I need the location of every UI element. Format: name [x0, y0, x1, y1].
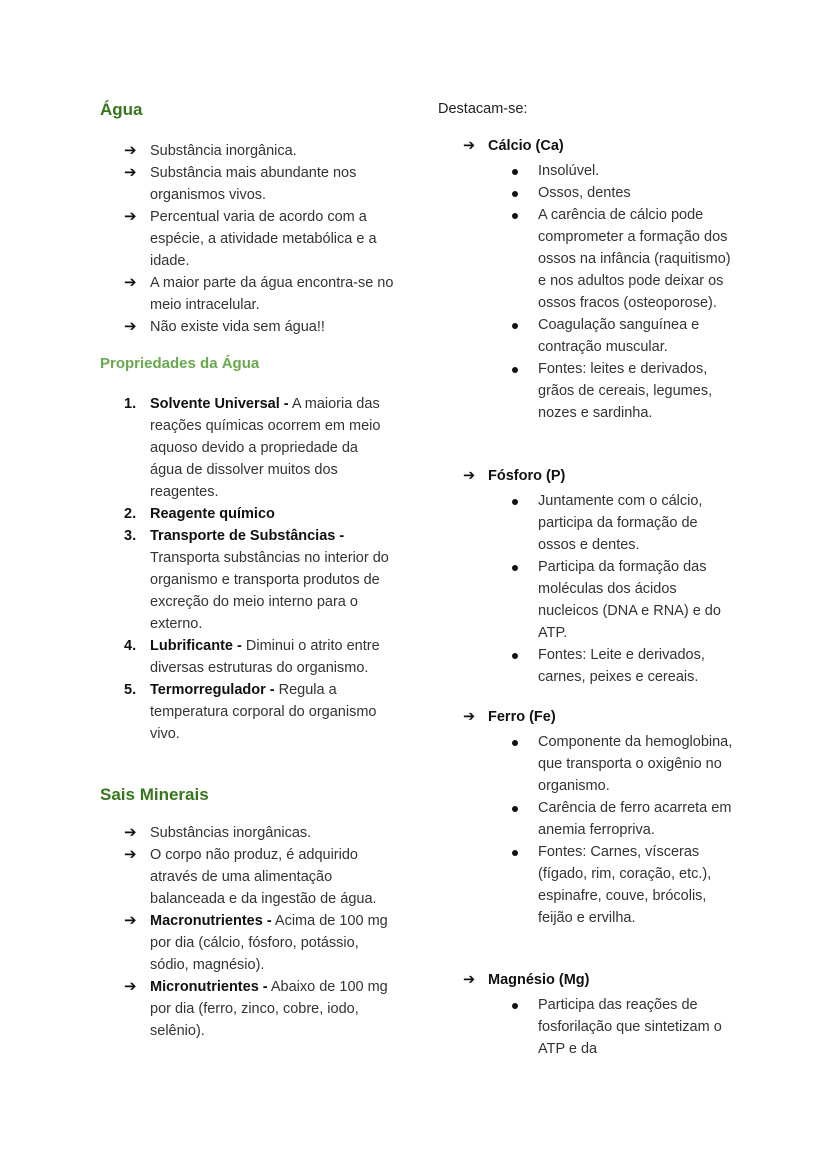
sais-list — [100, 822, 390, 1042]
intro-text: Destacam-se: — [438, 101, 528, 117]
arrow-icon: ➔ — [463, 138, 476, 154]
list-item: ➔ Substâncias inorgânicas. — [100, 822, 390, 844]
list-item: Juntamente com o cálcio, participa da formação de ossos e dentes. — [438, 490, 733, 556]
list-item: Fontes: Carnes, vísceras (fígado, rim, coração, etc.), espinafre, couve, brócolis, feijão e ervilha. — [438, 841, 733, 929]
list-item: 2. Reagente químico — [124, 506, 275, 522]
list-item: Insolúvel. — [438, 160, 733, 182]
arrow-icon: ➔ — [124, 912, 137, 929]
arrow-icon: ➔ — [463, 468, 476, 484]
propriedades-list — [100, 393, 390, 745]
list-item: 5. Termorregulador - Regula a temperatura corporal do organismo vivo. — [124, 682, 377, 742]
list-item: Participa das reações de fosforilação que sintetizam o ATP e da — [438, 994, 733, 1060]
list-item: Componente da hemoglobina, que transporta o oxigênio no organismo. — [438, 731, 733, 797]
mineral-heading-fosforo: ➔ Fósforo (P) — [463, 468, 566, 484]
bullet-icon — [512, 191, 518, 197]
arrow-icon: ➔ — [124, 824, 137, 841]
list-item: 1. Solvente Universal - A maioria das reações químicas ocorrem em meio aquoso devido a propriedade da água de dissolver muitos dos reagentes. — [124, 396, 381, 500]
mineral-heading-magnesio: ➔ Magnésio (Mg) — [463, 972, 590, 988]
list-item: A carência de cálcio pode comprometer a formação dos ossos na infância (raquitismo) e nos adultos pode deixar os ossos fracos (osteoporose). — [438, 204, 733, 314]
list-item: Fontes: leites e derivados, grãos de cereais, legumes, nozes e sardinha. — [438, 358, 733, 424]
bullet-icon — [512, 565, 518, 571]
bullet-icon — [512, 850, 518, 856]
arrow-icon: ➔ — [124, 978, 137, 995]
heading-agua: Água — [100, 100, 143, 119]
list-item: Carência de ferro acarreta em anemia ferropriva. — [438, 797, 733, 841]
list-item: ➔ Substância inorgânica. — [100, 140, 400, 162]
bullet-icon — [512, 213, 518, 219]
calcio-list — [438, 160, 733, 424]
arrow-icon: ➔ — [124, 208, 137, 225]
arrow-icon: ➔ — [124, 164, 137, 181]
agua-list — [100, 140, 400, 338]
list-item: 4. Lubrificante - Diminui o atrito entre diversas estruturas do organismo. — [124, 638, 380, 676]
list-item: Fontes: Leite e derivados, carnes, peixes e cereais. — [438, 644, 733, 688]
list-item: ➔ Micronutrientes - Abaixo de 100 mg por dia (ferro, zinco, cobre, iodo, selênio). — [124, 978, 388, 1039]
bullet-icon — [512, 169, 518, 175]
list-item: ➔ Macronutrientes - Acima de 100 mg por dia (cálcio, fósforo, potássio, sódio, magnésio). — [124, 912, 388, 973]
list-item: Participa da formação das moléculas dos ácidos nucleicos (DNA e RNA) e do ATP. — [438, 556, 733, 644]
list-item: ➔ Percentual varia de acordo com a espécie, a atividade metabólica e a idade. — [124, 208, 377, 269]
list-item: ➔ O corpo não produz, é adquirido através de uma alimentação balanceada e da ingestão de água. — [124, 846, 377, 907]
heading-propriedades: Propriedades da Água — [100, 355, 260, 372]
arrow-icon: ➔ — [124, 846, 137, 863]
heading-sais-minerais: Sais Minerais — [100, 785, 209, 804]
bullet-icon — [512, 653, 518, 659]
bullet-icon — [512, 323, 518, 329]
list-item: 3. Transporte de Substâncias - Transporta substâncias no interior do organismo e transporta produtos de excreção do meio interno para o externo. — [124, 528, 389, 632]
bullet-icon — [512, 367, 518, 373]
fosforo-list — [438, 490, 733, 688]
arrow-icon: ➔ — [463, 972, 476, 988]
arrow-icon: ➔ — [124, 318, 137, 335]
arrow-icon: ➔ — [124, 142, 137, 159]
list-item: ➔ Substância mais abundante nos organismos vivos. — [124, 164, 357, 203]
magnesio-list — [438, 994, 733, 1060]
ferro-list — [438, 731, 733, 929]
list-item: ➔ Não existe vida sem água!! — [100, 316, 400, 338]
mineral-heading-ferro: ➔ Ferro (Fe) — [463, 709, 556, 725]
list-item: ➔ A maior parte da água encontra-se no meio intracelular. — [124, 274, 394, 313]
bullet-icon — [512, 740, 518, 746]
bullet-icon — [512, 806, 518, 812]
list-item: Ossos, dentes — [438, 182, 733, 204]
mineral-heading-calcio: ➔ Cálcio (Ca) — [463, 138, 564, 154]
bullet-icon — [512, 499, 518, 505]
bullet-icon — [512, 1003, 518, 1009]
arrow-icon: ➔ — [124, 274, 137, 291]
list-item: Coagulação sanguínea e contração muscular. — [438, 314, 733, 358]
arrow-icon: ➔ — [463, 709, 476, 725]
